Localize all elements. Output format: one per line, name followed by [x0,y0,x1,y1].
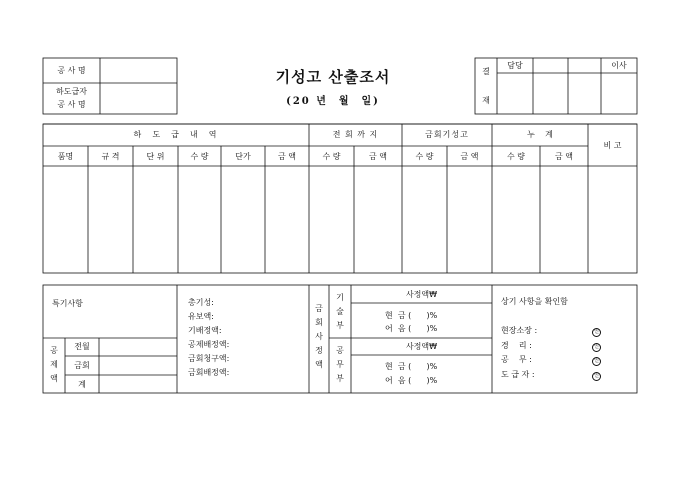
seal-icon: 인 [592,355,601,366]
group-subcontract: 하 도 급 내 역 [133,130,219,139]
col-prev-amount: 금 액 [369,152,387,161]
assessed-label-3: 사 [315,332,323,341]
approval-label-2: 재 [482,96,490,105]
works-label-2: 무 [336,360,344,369]
col-qty: 수 량 [190,152,209,161]
signer-accounting: 경 리 : [501,341,532,350]
group-current: 금회기성고 [425,130,469,139]
deduction-label-1: 공 [50,346,58,355]
col-amount: 금 액 [278,152,296,161]
approval-col-director: 이사 [611,61,627,70]
deduction-row-current: 금회 [74,361,90,370]
date-line: (20 년 월 일) [286,96,380,107]
seal-icon: 인 [592,341,601,352]
prior-allocated-label: 기배정액: [188,326,222,335]
retention-label: 유보액: [188,312,214,321]
tech-assessed-amount: 사정액₩ [405,290,438,299]
assessed-label-2: 회 [315,318,323,327]
current-allocated-label: 금회배정액: [188,368,230,377]
deduction-row-previous: 전월 [74,342,90,351]
assessed-label-4: 정 [315,346,323,355]
tech-cash-line: 현 금 ( )% [385,311,438,320]
col-spec: 규 격 [101,152,120,161]
tech-bill-line: 어 음 ( )% [385,324,438,333]
deduction-label-3: 액 [50,374,58,383]
tech-label-1: 기 [336,293,344,302]
assessed-label-5: 액 [315,360,323,369]
project-name-field[interactable] [100,58,177,83]
assessed-label-1: 금 [315,304,323,313]
works-label-3: 부 [336,374,344,383]
deduction-allocated-label: 공제배정액: [188,340,230,349]
page-title: 기성고 산출조서 [275,68,391,86]
tech-label-2: 술 [336,307,344,316]
subcontract-project-label: 공 사 명 [57,100,86,109]
deduction-label-2: 제 [50,360,58,369]
approval-col-staff: 담당 [507,61,523,70]
special-notes-label: 특기사항 [52,299,83,308]
table-body[interactable] [43,166,637,273]
tech-label-3: 부 [336,321,344,330]
works-cash-line: 현 금 ( )% [385,362,438,371]
signer-contractor: 도 급 자 : [501,370,535,379]
remarks-header: 비 고 [603,141,622,150]
works-bill-line: 어 음 ( )% [385,376,438,385]
total-progress-label: 총기성: [188,298,214,307]
group-previous: 전 회 까 지 [332,130,379,139]
col-unit-price: 단가 [235,152,251,161]
works-label-1: 공 [336,346,344,355]
project-name-label: 공 사 명 [57,66,86,75]
col-cur-amount: 금 액 [460,152,479,161]
col-cum-amount: 금 액 [555,152,573,161]
approval-label-1: 결 [482,67,490,76]
group-cumulative: 누 계 [527,130,553,139]
subcontractor-label: 하도급자 [56,87,87,96]
subcontractor-field[interactable] [100,83,177,114]
col-cum-qty: 수 량 [507,152,525,161]
deduction-row-total: 계 [78,380,86,389]
signer-site-manager: 현장소장 : [501,326,538,335]
seal-icon: 인 [592,326,601,337]
col-item: 품명 [57,152,74,161]
seal-icon: 인 [592,370,601,381]
col-cur-qty: 수 량 [415,152,434,161]
current-claim-label: 금회청구액: [188,354,230,363]
signer-works: 공 무 : [501,355,532,364]
confirm-text: 상기 사항을 확인함 [501,297,568,306]
col-unit: 단 위 [146,152,165,161]
col-prev-qty: 수 량 [322,152,341,161]
works-assessed-amount: 사정액₩ [405,342,438,351]
